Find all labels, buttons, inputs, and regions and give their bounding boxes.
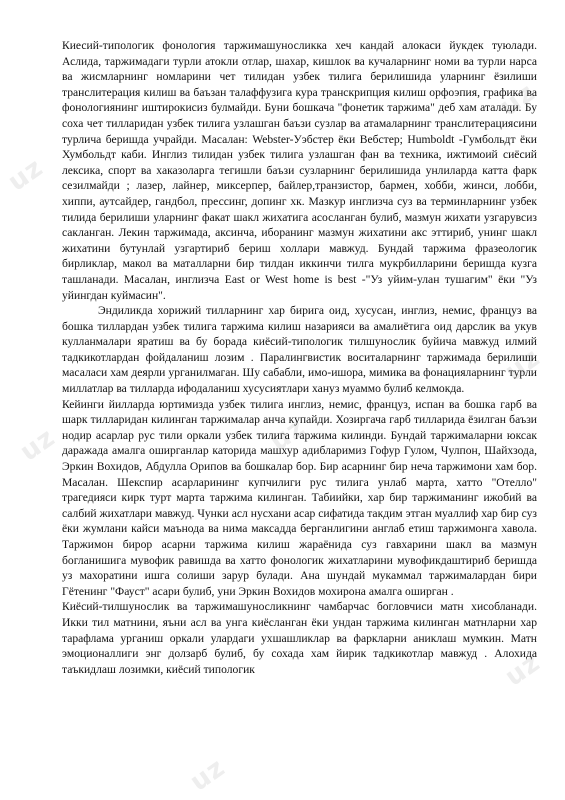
paragraph-4: Киёсий-тилшунослик ва таржимашуносликнинг чамбарчас богловчиси матн хисобланади. Икки тил матнини, яъни асл ва унга киёсланган ёки ундан таржима килинган матнларни хар тарафлама урганиш оркали улардаги ухшашликлар ва фаркларни аниклаш мумкин. Матн эмоционаллиги энг долзарб булиб, бу сохада хам йирик тадкикотлар мавжуд . Алохида таъкидлаш лозимки, киёсий типологик: [62, 600, 537, 676]
watermark-center: uz: [264, 412, 312, 458]
watermark-top-right: uz: [494, 77, 542, 123]
paragraph-3: Кейинги йилларда юртимизда узбек тилига инглиз, немис, француз, испан ва бошка гарб ва шарк тилларидан килинган таржималар анча купайди. Хозиргача гарб тилларида ёзилган баъзи нодир асарлар рус тили оркали узбек тилига таржима килинди. Бундай таржималарни юксак даражада амалга оширганлар каторида машхур адибларимиз Гофур Гулом, Чулпон, Шайхзода, Эркин Вохидов, Абдулла Орипов ва бошкалар бор. Бир асарнинг бир неча таржимони хам бор. Масалан. Шекспир асарларининг купчилиги рус тилига унлаб марта, хатто "Отелло" трагедияси кирк турт марта таржима килинган. Табиийки, хар бир таржиманинг ижобий ва салбий жихатлари мавжуд. Чунки асл нусхани асар сифатида такдим этган муаллиф хар бир суз ёки жумлани кайси маънода ва нима максадда берганлигини англаб етиш таржимонга хавола. Таржимон бирор асарни таржима килиш жараёнида суз гавхарини шакл ва мазмун богланишига мувофик равишда ва хатто фонологик жихатларини мувофикдаштириб беришда уз махоратини ишга солиши зарур булади. Ана шундай мукаммал таржималардан бири Гётенинг "Фауст" асари булиб, уни Эркин Вохидов мохирона амалга оширган .: [62, 397, 537, 598]
watermark-right-middle: uz: [499, 342, 547, 388]
watermark-left-upper: uz: [2, 152, 50, 198]
watermark-bottom-center: uz: [184, 752, 232, 798]
watermark-left-middle: uz: [14, 422, 62, 468]
paragraph-2: Эндиликда хорижий тилларнинг хар бирига оид, хусусан, инглиз, немис, француз ва бошка тиллардан узбек тилига таржима килиш назарияси ва амалиётига оид дарслик ва укув кулланмалари яратиш ва бу борада киёсий-типологик тилшунослик буйича мавжуд илмий тадкикотлардан фойдаланиш лозим . Паралингвистик воситаларнинг таржимада берилиши масаласи хам деярли урганилмаган. Шу сабабли, имо-ишора, мимика ва фонацияларнинг турли миллатлар ва тилларда ифодаланиш хусусиятлари хануз муаммо булиб келмокда.: [62, 304, 537, 396]
watermark-bottom-right: uz: [499, 647, 547, 693]
paragraph-1: Киесий-типологик фонология таржимашуносликка хеч кандай алокаси йукдек туюлади. Аслида, таржимадаги турли атокли отлар, шахар, кишлок ва кучаларнинг номи ва турли нарса ва жисмларнинг номларини чет тилидан узбек тилига берилишида уларнинг ёзилиши транслитерация килиш ва баъзан талаффузига кура транскрипция килиш орфоэпия, графика ва фонологиянинг иштирокисиз булмайди. Буни бошкача "фонетик таржима" деб хам аталади. Бу соха чет тилларидан узбек тилига узлашган баъзи сузлар ва атамаларнинг транслитерациясини турлича беришда учрайди. Масалан: Webster-Уэбстер ёки Вебстер; Humboldt -Гумбольдт ёки Хумбольдт каби. Инглиз тилидан узбек тилига узлашган фан ва техника, ижтимоий сиёсий лексика, спорт ва хаказоларга тегишли баъзи сузларнинг берилишида унлиларда катта фарк сезилмайди ; лазер, лайнер, миксерпер, байлер,транзистор, бармен, хобби, жинси, лобби, хиппи, аутсайдер, гандбол, прессинг, допинг хк. Мазкур инглизча суз ва терминларнинг узбек тилида берилиши уларнинг факат шакл жихатига асосланган булиб, мазмун жихати узгарувсиз сакланган. Лекин таржимада, аксинча, иборанинг мазмун жихатини акс эттириб, унинг шакл жихатини бутунлай узгартириб бериш холлари мавжуд. Бундай таржима фразеологик бирликлар, макол ва маталларни бир тилдан иккинчи тилга мукрбилларини беришда кузга ташланади. Масалан, инглизча East or West home is best -"Уз уйим-улан тушагим" ёки "Уз уйингдан куймасин".: [62, 39, 537, 302]
document-page: [62, 38, 537, 677]
